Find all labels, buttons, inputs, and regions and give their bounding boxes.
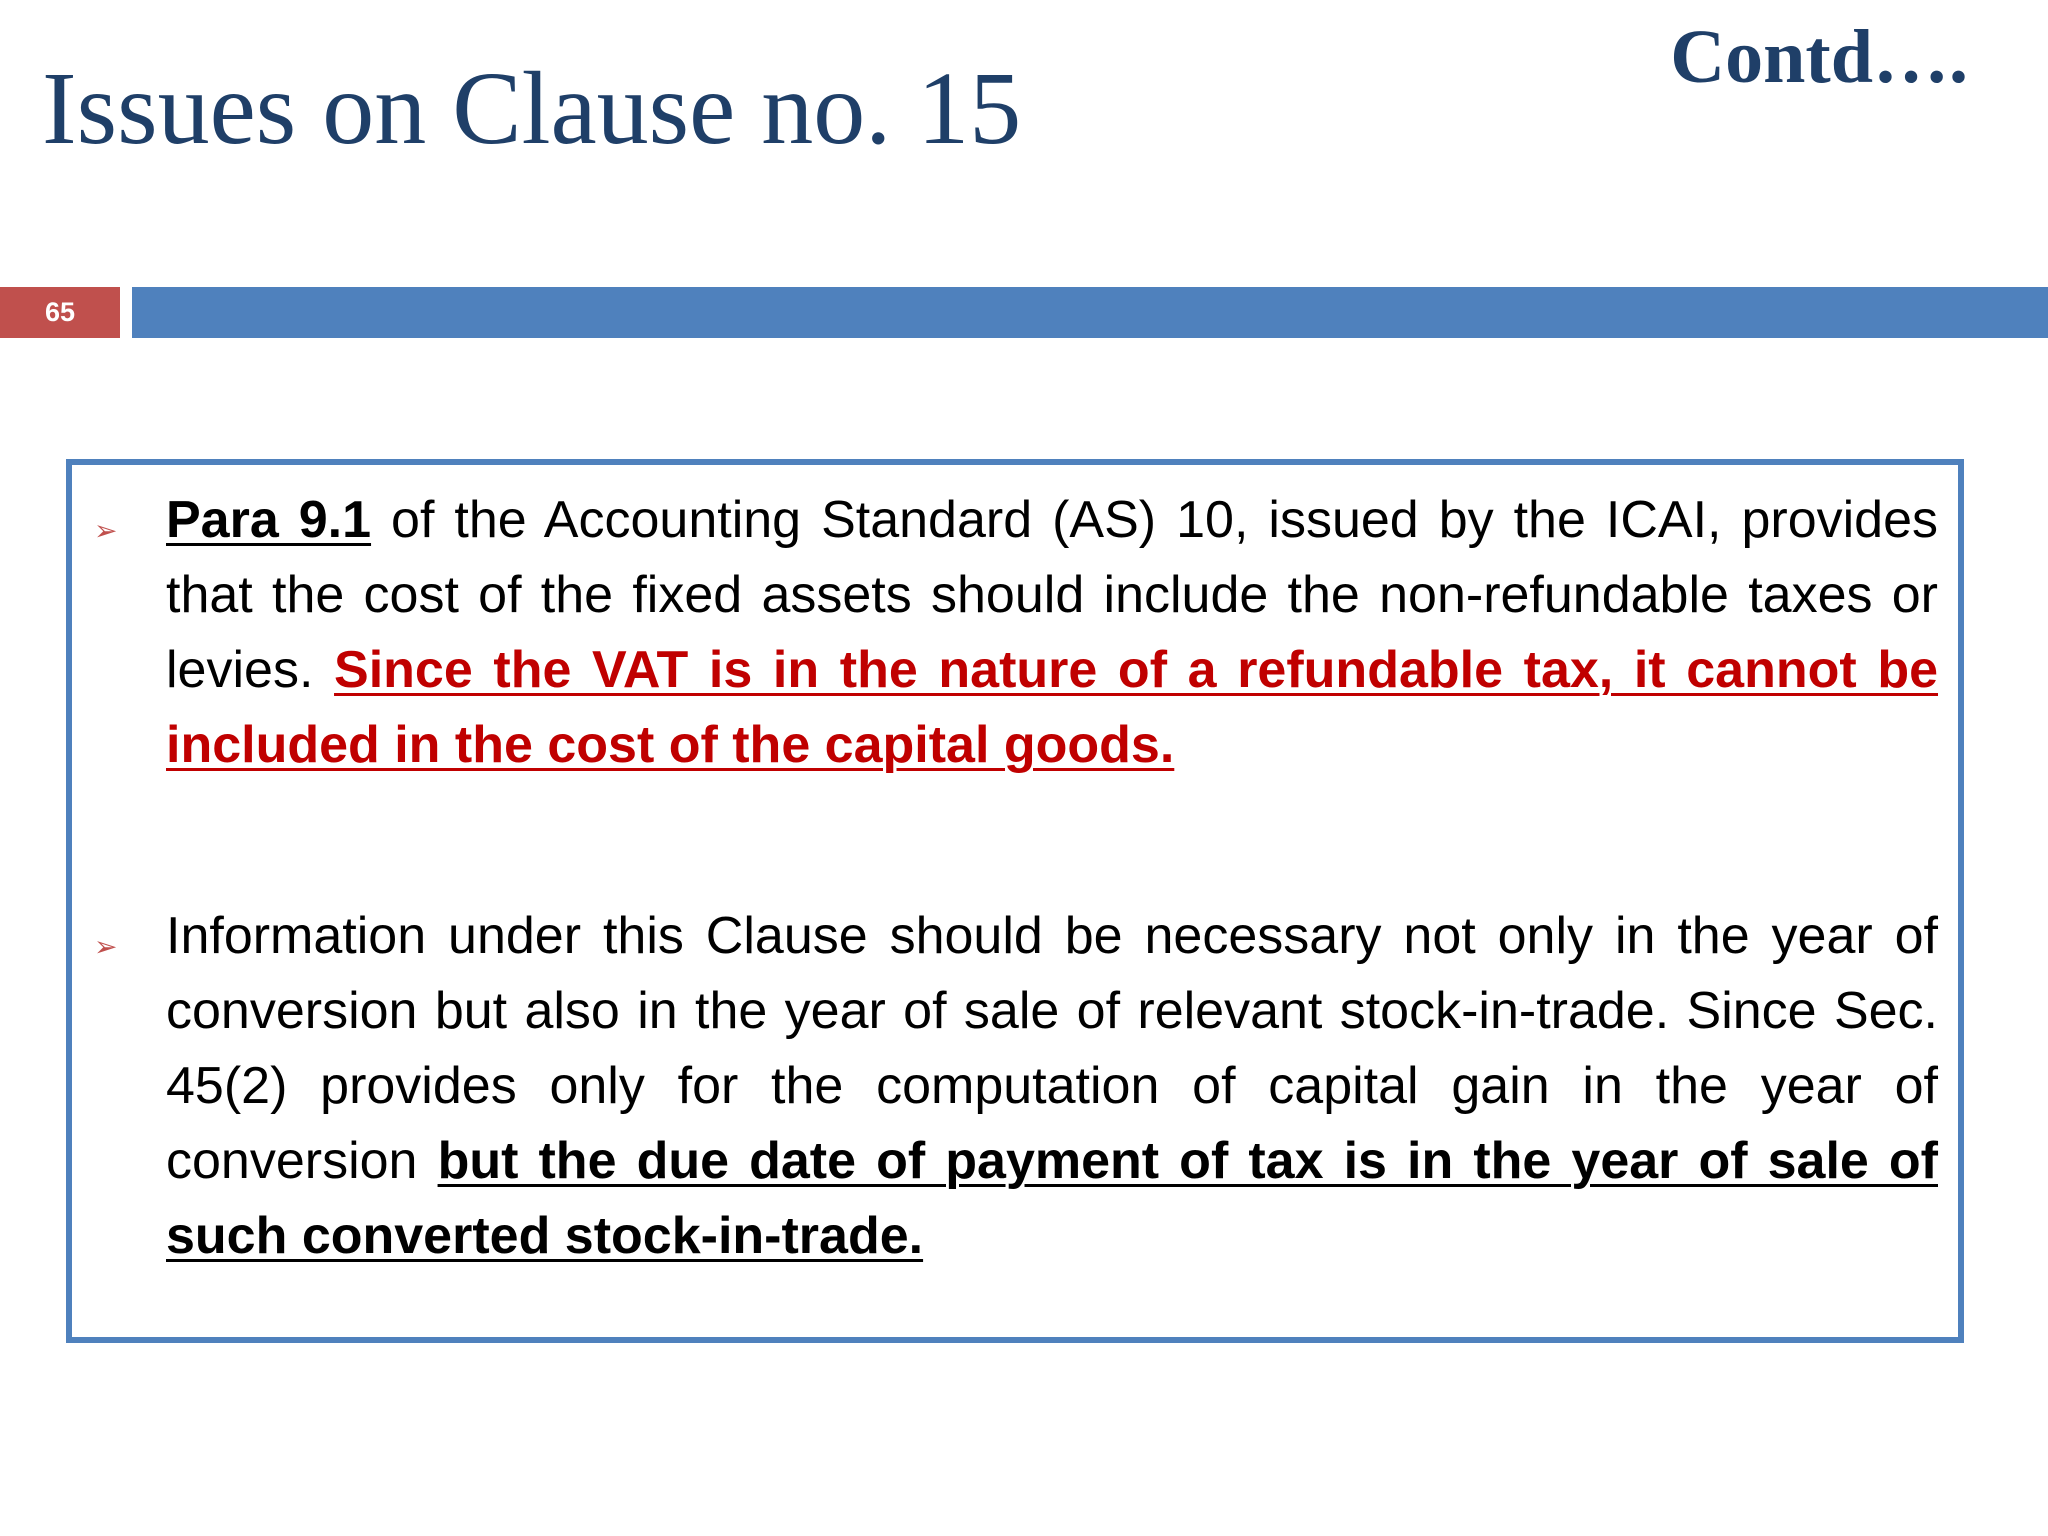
- slide-title: Issues on Clause no. 15: [42, 51, 1022, 166]
- bullet-text: of the Accounting Standard (AS) 10, issued by the ICAI, provides that the cost of the fixed assets should include the non-refundable taxes or levies.: [166, 491, 1939, 699]
- content-box: [66, 459, 1964, 1343]
- continued-label: Contd….: [1670, 15, 1968, 99]
- arrowhead-bullet-icon: ➢: [94, 930, 118, 963]
- para-reference: Para 9.1: [166, 491, 372, 549]
- emphasis-text: Since the VAT is in the nature of a refundable tax, it cannot be included in the cost of the capital goods.: [166, 641, 1939, 774]
- bullet-text: Information under this Clause should be necessary not only in the year of conversion but also in the year of sale of relevant stock-in-trade. Since Sec. 45(2) provides only for the computation of capital gain in the year of conversion: [166, 907, 1938, 1190]
- arrowhead-bullet-icon: ➢: [94, 514, 118, 547]
- bullet-paragraph-1: [166, 483, 1938, 783]
- header-divider-bar: [132, 287, 2048, 338]
- bullet-paragraph-2: [166, 899, 1938, 1274]
- emphasis-text: but the due date of payment of tax is in the year of sale of such converted stock-in-trade.: [166, 1132, 1938, 1265]
- page-number-badge: 65: [0, 287, 120, 338]
